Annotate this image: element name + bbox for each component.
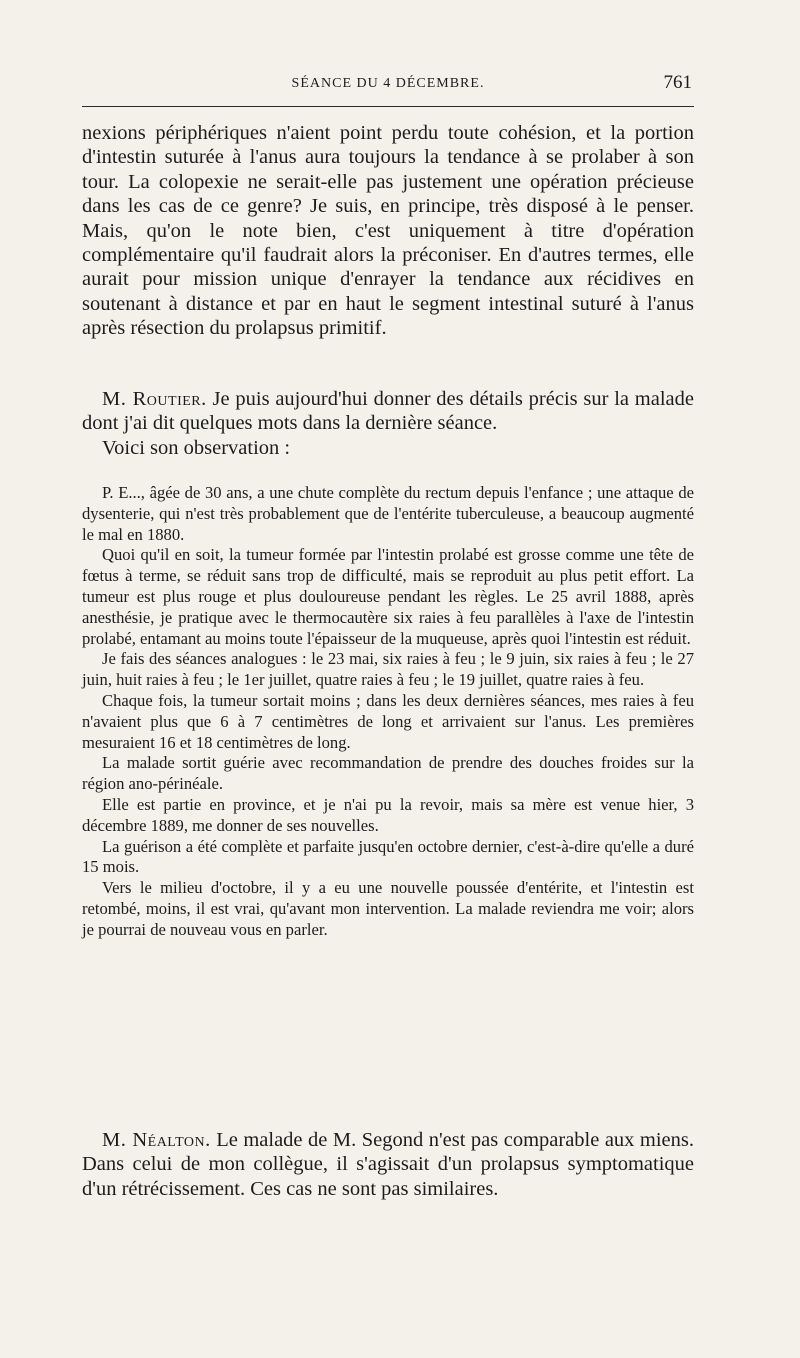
observation-paragraph: Je fais des séances analogues : le 23 mai, six raies à feu ; le 9 juin, six raies à feu ; le 27 juin, huit raies à feu ; le 1er juillet, quatre raies à feu ; le 19 juillet, quatre raies à feu. [82,649,694,690]
page-header [82,72,694,100]
observation-intro: Voici son observation : [102,436,291,459]
speaker-text: Le malade de M. Segond n'est pas comparable aux miens. Dans celui de mon collègue, il s'agissait d'un prolapsus symptomatique d'un rétrécissement. Ces cas ne sont pas similaires. [82,1129,695,1200]
nealton-paragraph [82,1128,694,1201]
observation-paragraph: Quoi qu'il en soit, la tumeur formée par l'intestin prolabé est grosse comme une tête de fœtus à terme, se réduit sans trop de difficulté, mais se reproduit au plus petit effort. La tumeur est plus rouge et plus douloureuse pendant les règles. Le 25 avril 1888, après anesthésie, je pratique avec le thermocautère six raies à feu parallèles à l'axe de l'intestin prolabé, entamant au moins toute l'épaisseur de la muqueuse, après quoi l'intestin est réduit. [82,545,694,648]
speaker-text: Je puis aujourd'hui donner des détails précis sur la malade dont j'ai dit quelques mots dans la dernière séance. [82,388,694,435]
header-rule [82,106,694,107]
running-title: SÉANCE DU 4 DÉCEMBRE. [291,76,485,91]
page-number: 761 [663,72,692,93]
routier-paragraph [82,387,694,436]
nealton-intervention [82,1128,694,1201]
observation-paragraph: La malade sortit guérie avec recommandation de prendre des douches froides sur la région ano-périnéale. [82,753,694,794]
paragraph-text: nexions périphériques n'aient point perdu toute cohésion, et la portion d'intestin suturée à l'anus aura toujours la tendance à se prolaber à son tour. La colopexie ne serait-elle pas justement une opération précieuse dans les cas de ce genre? Je suis, en principe, très disposé à le penser. Mais, qu'on le note bien, c'est uniquement à titre d'opération complémentaire qu'il faudrait alors la préconiser. En d'autres termes, elle aurait pour mission unique d'enrayer la tendance aux récidives en soutenant à distance et par en haut le segment intestinal suturé à l'anus après résection du prolapsus primitif. [82,122,694,340]
routier-intervention [82,387,694,460]
observation-paragraph: La guérison a été complète et parfaite jusqu'en octobre dernier, c'est-à-dire qu'elle a duré 15 mois. [82,836,694,877]
observation-paragraph: Chaque fois, la tumeur sortait moins ; dans les deux dernières séances, mes raies à feu n'avaient plus que 6 à 7 centimètres de long et arrivaient sur l'anus. Les premières mesuraient 16 et 18 centimètres de long. [82,690,694,752]
paragraph-continuation [82,121,694,341]
speaker-name: M. Routier. [102,388,207,410]
speaker-name: M. Néalton. [102,1129,211,1151]
observation-paragraph: Vers le milieu d'octobre, il y a eu une nouvelle poussée d'entérite, et l'intestin est retombé, moins, il est vrai, qu'avant mon intervention. La malade reviendra me voir; alors je pourrai de nouveau vous en parler. [82,878,694,939]
observation-paragraph: P. E..., âgée de 30 ans, a une chute complète du rectum depuis l'enfance ; une attaque de dysenterie, qui n'est très probablement que de l'entérite tuberculeuse, a beaucoup augmenté le mal en 1880. [82,483,694,544]
observation-paragraph: Elle est partie en province, et je n'ai pu la revoir, mais sa mère est venue hier, 3 décembre 1889, me donner de ses nouvelles. [82,794,694,835]
observation-block [82,483,694,941]
